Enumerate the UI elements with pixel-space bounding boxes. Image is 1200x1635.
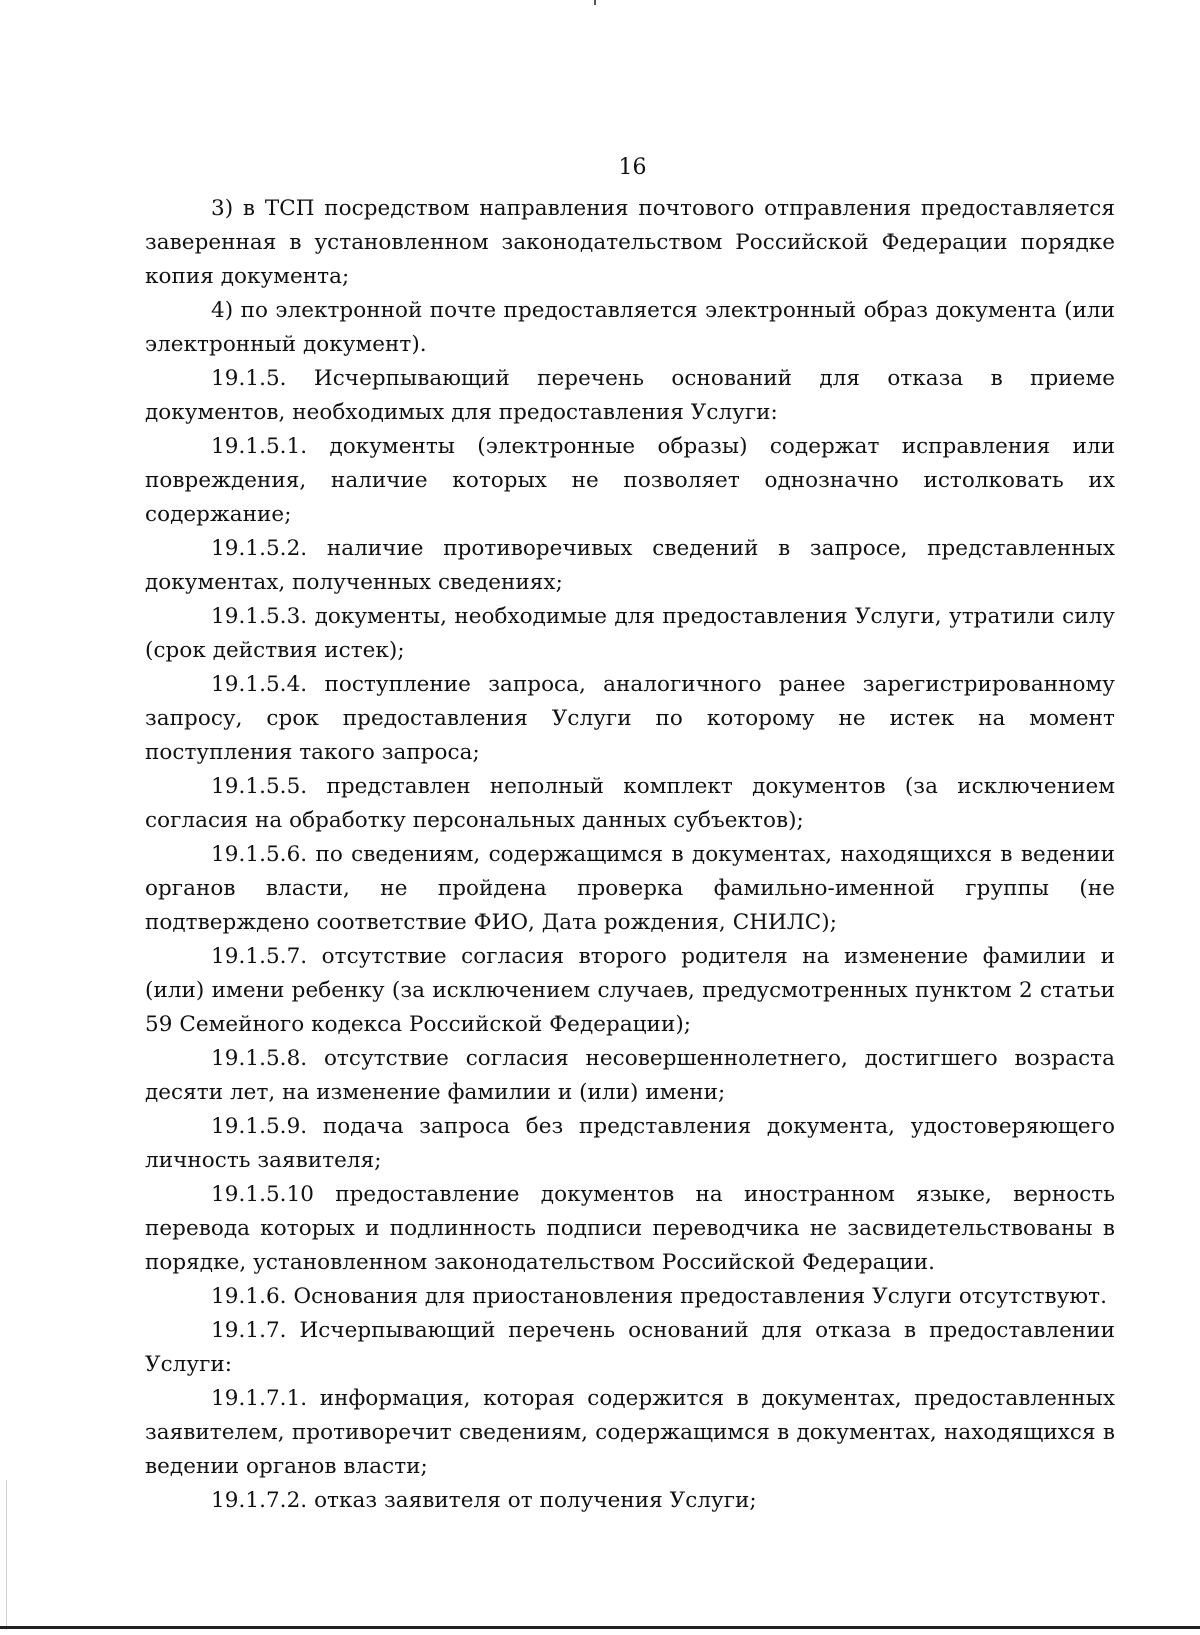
document-body [145, 192, 1115, 1518]
paragraph-19-1-7: 19.1.7. Исчерпывающий перечень оснований для отказа в предоставлении Услуги: [145, 1318, 1115, 1377]
paragraph-3: 3) в ТСП посредством направления почтового отправления предоставляется заверенная в установленном законодательством Российской Федерации порядке копия документа; [145, 196, 1115, 289]
paragraph-19-1-5-5: 19.1.5.5. представлен неполный комплект документов (за исключением согласия на обработку персональных данных субъектов); [145, 774, 1115, 833]
paragraph-19-1-5-4: 19.1.5.4. поступление запроса, аналогичного ранее зарегистрированному запросу, срок предоставления Услуги по которому не истек на момент поступления такого запроса; [145, 672, 1115, 765]
paragraph-19-1-7-1: 19.1.7.1. информация, которая содержится в документах, предоставленных заявителем, противоречит сведениям, содержащимся в документах, находящихся в ведении органов власти; [145, 1386, 1115, 1479]
paragraph-19-1-5-8: 19.1.5.8. отсутствие согласия несовершеннолетнего, достигшего возраста десяти лет, на изменение фамилии и (или) имени; [145, 1046, 1115, 1105]
paragraph-19-1-6: 19.1.6. Основания для приостановления предоставления Услуги отсутствуют. [211, 1284, 1107, 1309]
paragraph-19-1-5-9: 19.1.5.9. подача запроса без представления документа, удостоверяющего личность заявителя; [145, 1114, 1115, 1173]
page-number: 16 [618, 155, 647, 180]
paragraph-19-1-5-6: 19.1.5.6. по сведениям, содержащимся в документах, находящихся в ведении органов власти, не пройдена проверка фамильно-именной группы (не подтверждено соответствие ФИО, Дата рождения, СНИЛС); [145, 842, 1115, 935]
paragraph-19-1-7-2: 19.1.7.2. отказ заявителя от получения Услуги; [211, 1488, 757, 1513]
paragraph-19-1-5-7: 19.1.5.7. отсутствие согласия второго родителя на изменение фамилии и (или) имени ребенку (за исключением случаев, предусмотренных пунктом 2 статьи 59 Семейного кодекса Российской Федерации); [145, 944, 1115, 1037]
paragraph-19-1-5-10: 19.1.5.10 предоставление документов на иностранном языке, верность перевода которых и подлинность подписи переводчика не засвидетельствованы в порядке, установленном законодательством Российской Федерации. [145, 1182, 1115, 1275]
paragraph-19-1-5: 19.1.5. Исчерпывающий перечень оснований для отказа в приеме документов, необходимых для предоставления Услуги: [145, 366, 1115, 425]
paragraph-4: 4) по электронной почте предоставляется электронный образ документа (или электронный документ). [145, 298, 1115, 357]
scan-bottom-edge [0, 1626, 1200, 1629]
scan-left-edge [6, 1480, 7, 1630]
paragraph-19-1-5-3: 19.1.5.3. документы, необходимые для предоставления Услуги, утратили силу (срок действия истек); [145, 604, 1115, 663]
scan-top-mark [594, 0, 596, 5]
paragraph-19-1-5-2: 19.1.5.2. наличие противоречивых сведений в запросе, представленных документах, полученных сведениях; [145, 536, 1115, 595]
paragraph-19-1-5-1: 19.1.5.1. документы (электронные образы) содержат исправления или повреждения, наличие которых не позволяет однозначно истолковать их содержание; [145, 434, 1115, 527]
